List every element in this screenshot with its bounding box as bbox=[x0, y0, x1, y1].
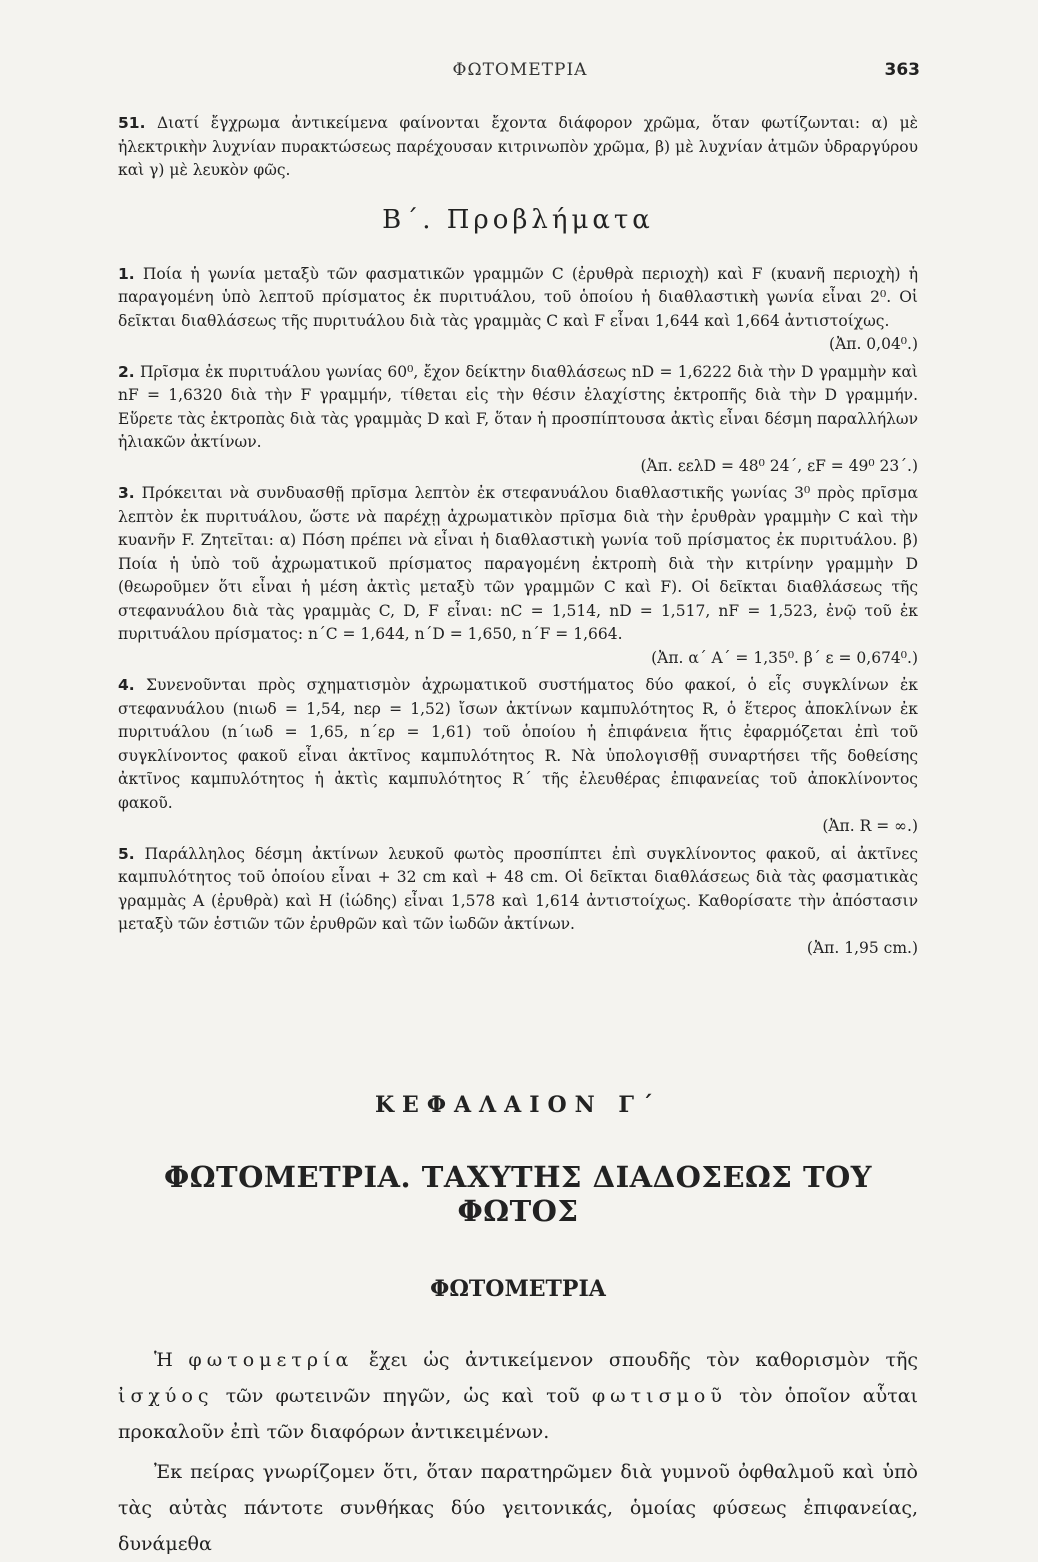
problem-5 bbox=[118, 843, 918, 961]
term-intensity: ἰσχύος bbox=[118, 1385, 214, 1407]
problem-answer: (Ἀπ. R = ∞.) bbox=[822, 817, 918, 835]
problem-text: Παράλληλος δέσμη ἀκτίνων λευκοῦ φωτὸς προσπίπτει ἐπὶ συγκλίνοντος φακοῦ, αἱ ἀκτῖνες καμπυλότητος τοῦ ὁποίου εἶναι + 32 cm καὶ + 48 cm. Οἱ δεῖκται διαθλάσεως διὰ τὰς φασματικὰς γραμμὰς Α (ἐρυθρὰ) καὶ Η (ἰώδης) εἶναι 1,578 καὶ 1,614 ἀντιστοίχως. Καθορίσατε τὴν ἀπόστασιν μεταξὺ τῶν ἑστιῶν τῶν ἐρυθρῶν καὶ τῶν ἰωδῶν ἀκτίνων. bbox=[118, 844, 918, 933]
problem-text: Συνενοῦνται πρὸς σχηματισμὸν ἀχρωματικοῦ συστήματος δύο φακοί, ὁ εἷς συγκλίνων ἐκ στεφανυάλου (nιωδ = 1,54, nερ = 1,52) ἴσων ἀκτίνων καμπυλότητος R, ὁ ἕτερος ἀποκλίνων ἐκ πυριτυάλου (n΄ιωδ = 1,65, n΄ερ = 1,61) τοῦ ὁποίου ἡ ἐπιφάνεια ἥτις ἐφαρμόζεται ἐπὶ τοῦ συγκλίνοντος φακοῦ εἶναι ἀκτῖνος καμπυλότητος R. Νὰ ὑπολογισθῇ συναρτήσει τῆς δοθείσης ἀκτῖνος καμπυλότητος ἡ ἀκτὶς καμπυλότητος R΄ τῆς ἐλευθέρας ἐπιφανείας τοῦ ἀποκλίνοντος φακοῦ. bbox=[118, 676, 918, 812]
page-content bbox=[118, 112, 918, 1562]
page-number: 363 bbox=[884, 60, 920, 80]
question-text: Διατί ἔγχρωμα ἀντικείμενα φαίνονται ἔχοντα διάφορον χρῶμα, ὅταν φωτίζωνται: α) μὲ ἠλεκτρικὴν λυχνίαν πυρακτώσεως παρέχουσαν κιτρινωπὸν χρῶμα, β) μὲ λυχνίαν ἀτμῶν ὑδραργύρου καὶ γ) μὲ λευκὸν φῶς. bbox=[118, 114, 918, 179]
problem-number: 3. bbox=[118, 484, 135, 502]
problem-number: 1. bbox=[118, 264, 135, 283]
problem-4 bbox=[118, 674, 918, 839]
problem-text: Πρῖσμα ἐκ πυριτυάλου γωνίας 60⁰, ἔχον δείκτην διαθλάσεως nD = 1,6222 διὰ τὴν D γραμμὴν καὶ nF = 1,6320 διὰ τὴν F γραμμήν, τίθεται εἰς τὴν θέσιν ἐλαχίστης ἐκτροπῆς διὰ τὴν D γραμμήν. Εὕρετε τὰς ἐκτροπὰς διὰ τὰς γραμμὰς D καὶ F, ὅταν ἡ προσπίπτουσα ἀκτὶς εἶναι δέσμη παραλλήλων ἡλιακῶν ἀκτίνων. bbox=[118, 362, 919, 451]
problem-text: Πρόκειται νὰ συνδυασθῇ πρῖσμα λεπτὸν ἐκ στεφανυάλου διαθλαστικῆς γωνίας 3⁰ πρὸς πρῖσμα λεπτὸν ἐκ πυριτυάλου, ὥστε νὰ παρέχῃ ἀχρωματικὸν πρῖσμα διὰ τὴν ἐρυθρὰν γραμμὴν C καὶ τὴν κυανῆν F. Ζητεῖται: α) Πόση πρέπει νὰ εἶναι ἡ διαθλαστικὴ γωνία τοῦ πρίσματος ἐκ πυριτυάλου. β) Ποία ἡ ὑπὸ τοῦ ἀχρωματικοῦ πρίσματος παραγομένη ἐκτροπὴ διὰ τὴν κιτρίνην γραμμὴν D (θεωροῦμεν ὅτι εἶναι ἡ μέση ἀκτὶς μεταξὺ τῶν γραμμῶν C καὶ F). Οἱ δεῖκται διαθλάσεως τῆς στεφανυάλου διὰ τὰς γραμμὰς C, D, F εἶναι: nC = 1,514, nD = 1,517, nF = 1,523, ἐνῷ τοῦ ἐκ πυριτυάλου πρίσματος: n΄C = 1,644, n΄D = 1,650, n΄F = 1,664. bbox=[118, 484, 918, 643]
term-illumination: φωτισμοῦ bbox=[591, 1385, 727, 1407]
question-number: 51. bbox=[118, 114, 146, 132]
problem-answer: (Ἀπ. 0,04⁰.) bbox=[829, 335, 918, 353]
term-photometry: φωτομετρία bbox=[188, 1349, 354, 1371]
problem-answer: (Ἀπ. 1,95 cm.) bbox=[806, 938, 918, 957]
body-text-fragment: ἔχει ὡς ἀντικείμενον σπουδῆς τὸν καθορισμὸν τῆς bbox=[353, 1349, 918, 1371]
problem-number: 5. bbox=[118, 844, 135, 863]
problem-number: 2. bbox=[118, 362, 135, 381]
problem-2 bbox=[118, 361, 918, 479]
body-text-fragment: τῶν φωτεινῶν πηγῶν, ὡς καὶ τοῦ bbox=[213, 1385, 592, 1407]
question-51 bbox=[118, 112, 918, 183]
chapter-label: ΚΕΦΑΛΑΙΟΝ Γ΄ bbox=[374, 1092, 662, 1118]
body-text-fragment: τὸν ὁποῖον αὗται προκαλοῦν ἐπὶ τῶν διαφόρων ἀντικειμένων. bbox=[118, 1385, 918, 1443]
section-title: Β΄. Προβλήματα bbox=[382, 204, 654, 235]
subsection-title: ΦΩΤΟΜΕΤΡΙΑ bbox=[430, 1276, 606, 1302]
running-header bbox=[120, 60, 920, 84]
chapter-title: ΦΩΤΟΜΕΤΡΙΑ. ΤΑΧΥΤΗΣ ΔΙΑΔΟΣΕΩΣ ΤΟΥ ΦΩΤΟΣ bbox=[163, 1160, 873, 1228]
problem-1 bbox=[118, 263, 918, 357]
problem-number: 4. bbox=[118, 676, 135, 694]
body-paragraph-1 bbox=[118, 1342, 918, 1450]
problem-3 bbox=[118, 482, 918, 670]
body-text-fragment: Ἡ bbox=[154, 1349, 189, 1371]
running-title: ΦΩΤΟΜΕΤΡΙΑ bbox=[452, 60, 588, 80]
body-paragraph-2: Ἐκ πείρας γνωρίζομεν ὅτι, ὅταν παρατηρῶμεν διὰ γυμνοῦ ὀφθαλμοῦ καὶ ὑπὸ τὰς αὐτὰς πάντοτε συνθήκας δύο γειτονικάς, ὁμοίας φύσεως ἐπιφανείας, δυνάμεθα bbox=[118, 1461, 918, 1555]
problem-answer: (Ἀπ. α΄ Α΄ = 1,35⁰. β΄ ε = 0,674⁰.) bbox=[651, 648, 918, 667]
problem-answer: (Ἀπ. εελD = 48⁰ 24΄, εF = 49⁰ 23΄.) bbox=[640, 456, 918, 475]
problem-text: Ποία ἡ γωνία μεταξὺ τῶν φασματικῶν γραμμῶν C (ἐρυθρὰ περιοχὴ) καὶ F (κυανῆ περιοχὴ) ἡ παραγομένη ὑπὸ λεπτοῦ πρίσματος ἐκ πυριτυάλου, τοῦ ὁποίου ἡ διαθλαστικὴ γωνία εἶναι 2⁰. Οἱ δεῖκται διαθλάσεως τῆς πυριτυάλου διὰ τὰς γραμμὰς C καὶ F εἶναι 1,644 καὶ 1,664 ἀντιστοίχως. bbox=[118, 264, 918, 330]
